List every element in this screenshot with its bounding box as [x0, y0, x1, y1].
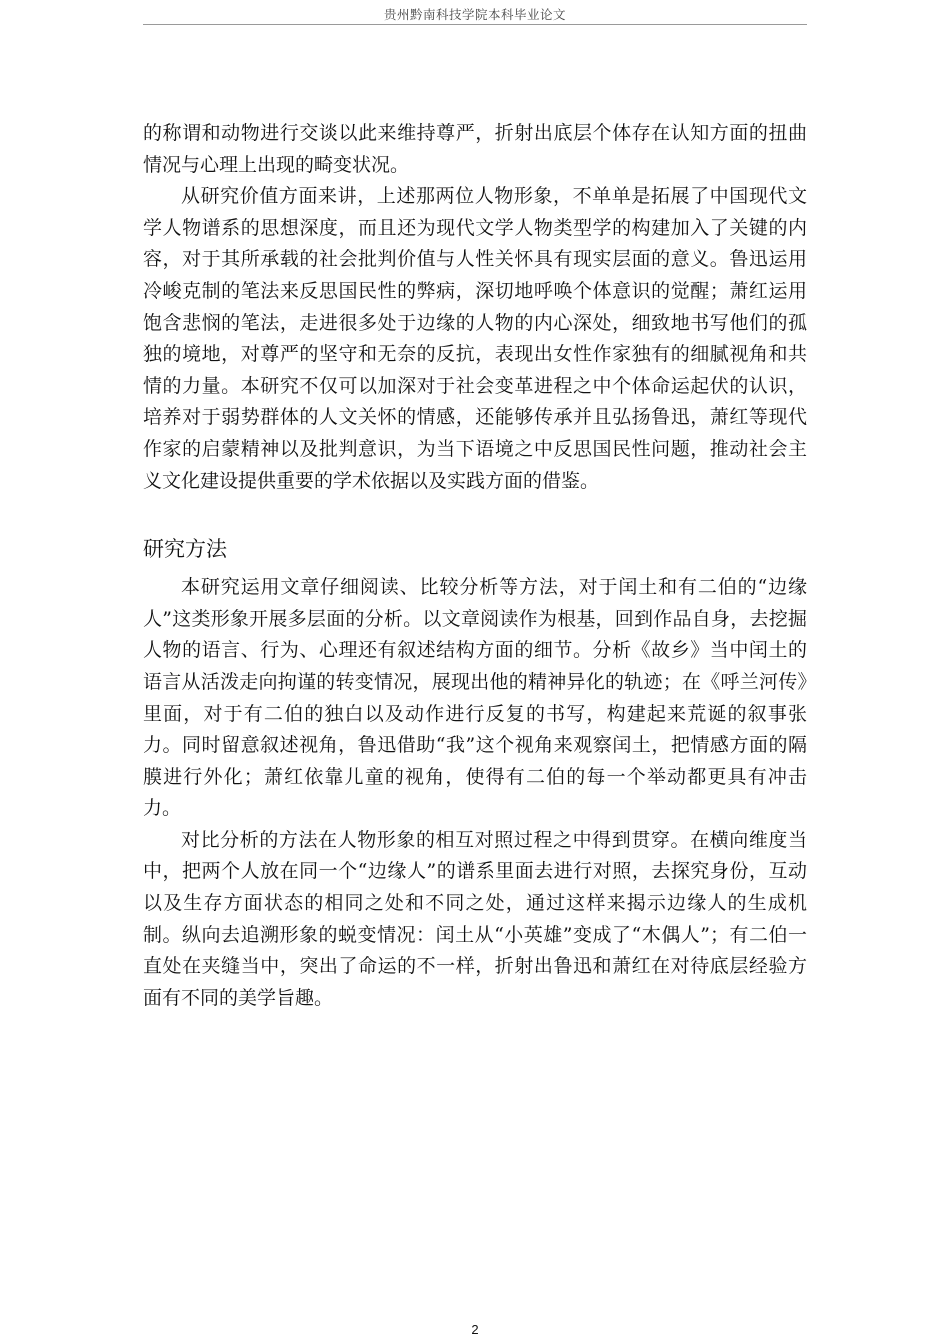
paragraph-method-comparison: 对比分析的方法在人物形象的相互对照过程之中得到贯穿。在横向维度当中，把两个人放在同一个“边缘人”的谱系里面去进行对照，去探究身份，互动以及生存方面状态的相同之处和不同之处，通过这样来揭示边缘人的生成机制。纵向去追溯形象的蜕变情况：闰土从“小英雄”变成了“木偶人”；有二伯一直处在夹缝当中，突出了命运的不一样，折射出鲁迅和萧红在对待底层经验方面有不同的美学旨趣。 [143, 828, 807, 1009]
paragraph-research-value: 从研究价值方面来讲，上述那两位人物形象，不单单是拓展了中国现代文学人物谱系的思想深度，而且还为现代文学人物类型学的构建加入了关键的内容，对于其所承载的社会批判价值与人性关怀具有现实层面的意义。鲁迅运用冷峻克制的笔法来反思国民性的弊病，深切地呼唤个体意识的觉醒；萧红运用饱含悲悯的笔法，走进很多处于边缘的人物的内心深处，细致地书写他们的孤独的境地，对尊严的坚守和无奈的反抗，表现出女性作家独有的细腻视角和共情的力量。本研究不仅可以加深对于社会变革进程之中个体命运起伏的认识，培养对于弱势群体的人文关怀的情感，还能够传承并且弘扬鲁迅，萧红等现代作家的启蒙精神以及批判意识，为当下语境之中反思国民性问题，推动社会主义文化建设提供重要的学术依据以及实践方面的借鉴。 [143, 185, 807, 492]
page-number: 2 [471, 1322, 479, 1337]
header-rule [143, 24, 807, 25]
paragraph-continuation: 的称谓和动物进行交谈以此来维持尊严，折射出底层个体存在认知方面的扭曲情况与心理上出现的畸变状况。 [143, 122, 807, 176]
paragraph-method-close-reading: 本研究运用文章仔细阅读、比较分析等方法，对于闰土和有二伯的“边缘人”这类形象开展多层面的分析。以文章阅读作为根基，回到作品自身，去挖掘人物的语言、行为、心理还有叙述结构方面的细节。分析《故乡》当中闰土的语言从活泼走向拘谨的转变情况，展现出他的精神异化的轨迹；在《呼兰河传》里面，对于有二伯的独白以及动作进行反复的书写，构建起来荒诞的叙事张力。同时留意叙述视角，鲁迅借助“我”这个视角来观察闰土，把情感方面的隔膜进行外化；萧红依靠儿童的视角，使得有二伯的每一个举动都更具有冲击力。 [143, 576, 807, 820]
page-body [143, 118, 807, 1014]
running-header: 贵州黔南科技学院本科毕业论文 [383, 7, 566, 22]
section-heading-research-methods: 研究方法 [143, 537, 227, 562]
